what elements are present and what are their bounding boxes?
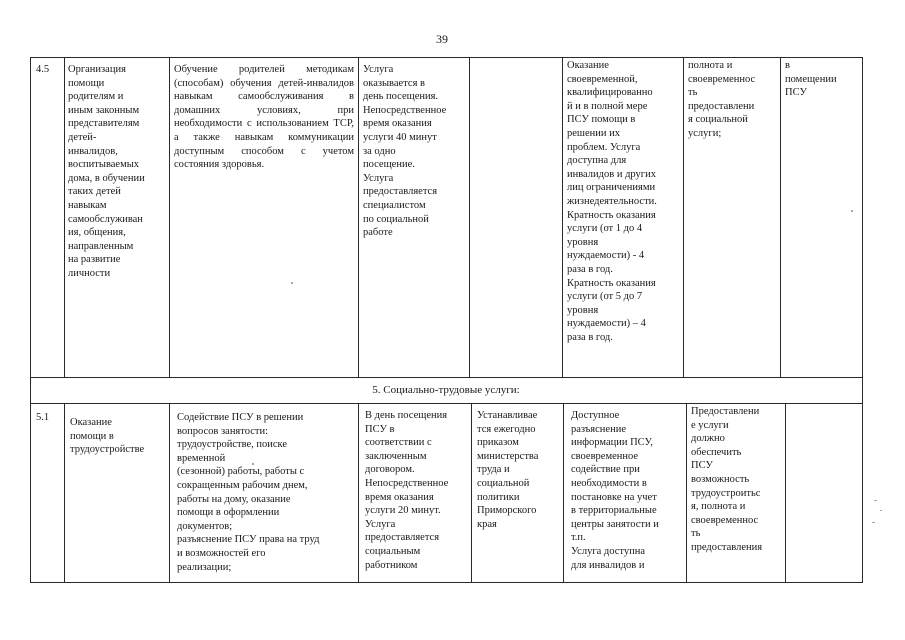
page-number: 39 <box>436 32 448 46</box>
column-divider <box>780 57 781 377</box>
row-5-1-number: 5.1 <box>36 412 50 423</box>
row-4-5-service-name: Организация помощи родителям и иным законным представителям детей- инвалидов, воспитываемых дома, в обучении таких детей навыкам самообслуживан ия, общения, направленным на развитие личности <box>68 64 145 279</box>
column-divider <box>471 403 472 583</box>
column-divider <box>64 403 65 583</box>
column-divider <box>563 403 564 583</box>
scan-speck <box>851 210 853 212</box>
column-divider <box>469 57 470 377</box>
scan-speck <box>252 463 254 465</box>
column-divider <box>64 57 65 377</box>
column-divider <box>683 57 684 377</box>
row-4-5-service-terms: Услуга оказывается в день посещения. Непосредственное время оказания услуги 40 минут за одно посещение. Услуга предоставляется специалистом по социальной работе <box>363 64 447 239</box>
row-5-1-tariff: Устанавливае тся ежегодно приказом министерства труда и социальной политики Приморского края <box>477 410 539 530</box>
row-4-5-evaluation-criteria: полнота и своевременнос ть предоставлени я социальной услуги; <box>688 60 756 139</box>
column-divider <box>358 57 359 377</box>
row-5-1-quality-indicators: Доступное разъяснение информации ПСУ, своевременное содействие при необходимости в постановке на учет в территориальные центры занятости и т.п. Услуга доступна для инвалидов и <box>571 410 659 571</box>
row-4-5-quality-indicators: Оказание своевременной, квалифицированно й и в полной мере ПСУ помощи в решении их проблем. Услуга доступна для инвалидов и других лиц ограничениями жизнедеятельности. Кратность оказания услуги (от 1 до 4 уровня нуждаемости) - 4 раза в год. Кратность оказания услуги (от 5 до 7 уровня нуждаемости) – 4 раза в год. <box>567 60 657 343</box>
column-divider <box>358 403 359 583</box>
row-5-1-service-terms: В день посещения ПСУ в соответствии с заключенным договором. Непосредственное время оказания услуги 20 минут. Услуга предоставляется социальным работником <box>365 410 449 571</box>
column-divider <box>169 403 170 583</box>
table-top-border <box>30 57 863 58</box>
table-bottom-border <box>30 582 863 583</box>
row-5-1-evaluation-criteria: Предоставлени е услуги должно обеспечить ПСУ возможность трудоустроитьс я, полнота и своевременнос ть предоставления <box>691 406 763 553</box>
row-4-5-service-description: Обучение родителей методикам (способам) обучения детей-инвалидов навыкам самообслуживания в домашних условиях, при необходимости с использованием ТСР, а также навыкам коммуникации доступным способом с учетом состояния здоровья. <box>174 64 354 171</box>
scan-speck <box>872 522 875 523</box>
scan-speck <box>880 510 882 511</box>
table-row-divider <box>30 403 863 404</box>
column-divider <box>169 57 170 377</box>
column-divider <box>785 403 786 583</box>
column-divider <box>686 403 687 583</box>
scan-speck <box>291 282 293 284</box>
row-4-5-number: 4.5 <box>36 64 50 75</box>
row-5-1-service-name: Оказание помощи в трудоустройстве <box>70 417 145 456</box>
column-divider <box>30 57 31 583</box>
row-5-1-service-description: Содействие ПСУ в решении вопросов занятости: трудоустройстве, поиске временной (сезонной) работы, работы с сокращенным рабочим днем, работы на дому, оказание помощи в оформлении документов; разъяснение ПСУ права на труд и возможностей его реализации; <box>177 412 320 573</box>
section-5-heading: 5. Социально-трудовые услуги: <box>372 384 520 396</box>
table-row-divider <box>30 377 863 378</box>
scan-speck <box>874 500 877 501</box>
row-4-5-conditions: в помещении ПСУ <box>785 60 837 99</box>
column-divider <box>562 57 563 377</box>
column-divider <box>862 57 863 583</box>
